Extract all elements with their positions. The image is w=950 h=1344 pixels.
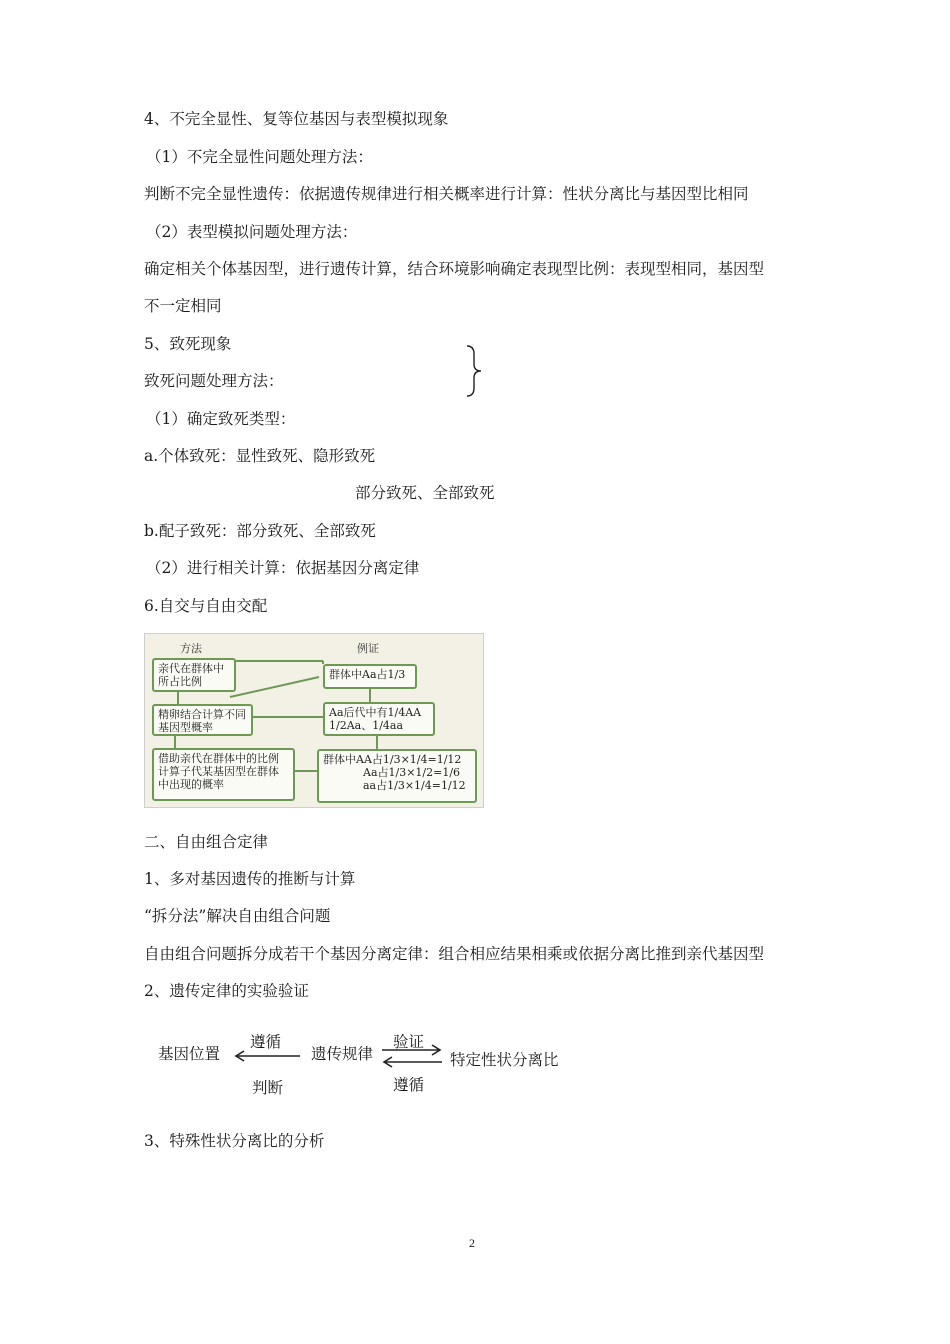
subheading-lethal-type: （1）确定致死类型：: [146, 410, 296, 428]
flowchart-example-3: [317, 749, 477, 803]
flowchart-figure: [144, 633, 484, 808]
flowchart-method-1: 亲代在群体中所占比例: [152, 658, 236, 692]
diagram-specific-ratio: 特定性状分离比: [450, 1051, 559, 1069]
flowchart-header-example: 例证: [357, 642, 379, 655]
subheading-related-calc: （2）进行相关计算：依据基因分离定律: [146, 559, 420, 577]
curly-brace: [462, 344, 486, 398]
flowchart-example-2: [323, 702, 435, 736]
heading-selfing-random-mating: 6.自交与自由交配: [144, 597, 268, 615]
text-phenocopy-1: 确定相关个体基因型，进行遗传计算，结合环境影响确定表现型比例：表现型相同，基因型: [144, 260, 765, 278]
diagram-follow-bottom: 遵循: [393, 1076, 425, 1094]
flowchart-method-3: 借助亲代在群体中的比例计算子代某基因型在群体中出现的概率: [152, 748, 295, 801]
heading-independent-assortment: 二、自由组合定律: [144, 833, 269, 851]
flowchart-example-3-line-1: 群体中AA占1/3×1/4=1/12: [323, 753, 462, 766]
text-gamete-lethal: b.配子致死：部分致死、全部致死: [144, 522, 376, 540]
diagram-gene-position: 基因位置: [158, 1045, 221, 1063]
flowchart-example-2-line-2: 1/2Aa、1/4aa: [329, 719, 404, 732]
text-lethal-method: 致死问题处理方法：: [144, 372, 284, 390]
flowchart-example-3-line-3: aa占1/3×1/4=1/12: [363, 779, 466, 792]
text-split-method: “拆分法”解决自由组合问题: [144, 907, 331, 925]
diagram-genetic-law: 遗传规律: [311, 1045, 374, 1063]
flowchart-method-2: 精卵结合计算不同基因型概率: [152, 704, 253, 736]
subheading-phenocopy-method: （2）表型模拟问题处理方法：: [146, 223, 358, 241]
text-split-method-detail: 自由组合问题拆分成若干个基因分离定律：组合相应结果相乘或依据分离比推到亲代基因型: [144, 945, 765, 963]
heading-experiment-verification: 2、遗传定律的实验验证: [144, 982, 309, 1000]
text-individual-lethal: a.个体致死：显性致死、隐形致死: [144, 447, 376, 465]
heading-lethal: 5、致死现象: [144, 335, 232, 353]
text-phenocopy-2: 不一定相同: [144, 297, 222, 315]
diagram-follow-top: 遵循: [250, 1033, 282, 1051]
flowchart-example-2-line-1: Aa后代中有1/4AA: [329, 706, 422, 719]
flowchart-example-3-line-2: Aa占1/3×1/2=1/6: [363, 766, 461, 779]
diagram-judge: 判断: [252, 1079, 284, 1097]
heading-special-ratio: 3、特殊性状分离比的分析: [144, 1132, 325, 1150]
diagram-verify: 验证: [393, 1033, 425, 1051]
heading-incomplete-dominance: 4、不完全显性、复等位基因与表型模拟现象: [144, 110, 449, 128]
flowchart-header-method: 方法: [180, 642, 202, 655]
subheading-incomplete-dominance-method: （1）不完全显性问题处理方法：: [146, 148, 373, 166]
text-partial-full-lethal: 部分致死、全部致死: [355, 484, 495, 502]
page-number: 2: [469, 1236, 475, 1250]
heading-multi-gene: 1、多对基因遗传的推断与计算: [144, 870, 356, 888]
flowchart-example-1: 群体中Aa占1/3: [323, 664, 417, 689]
text-incomplete-dominance: 判断不完全显性遗传：依据遗传规律进行相关概率进行计算：性状分离比与基因型比相同: [144, 185, 749, 203]
